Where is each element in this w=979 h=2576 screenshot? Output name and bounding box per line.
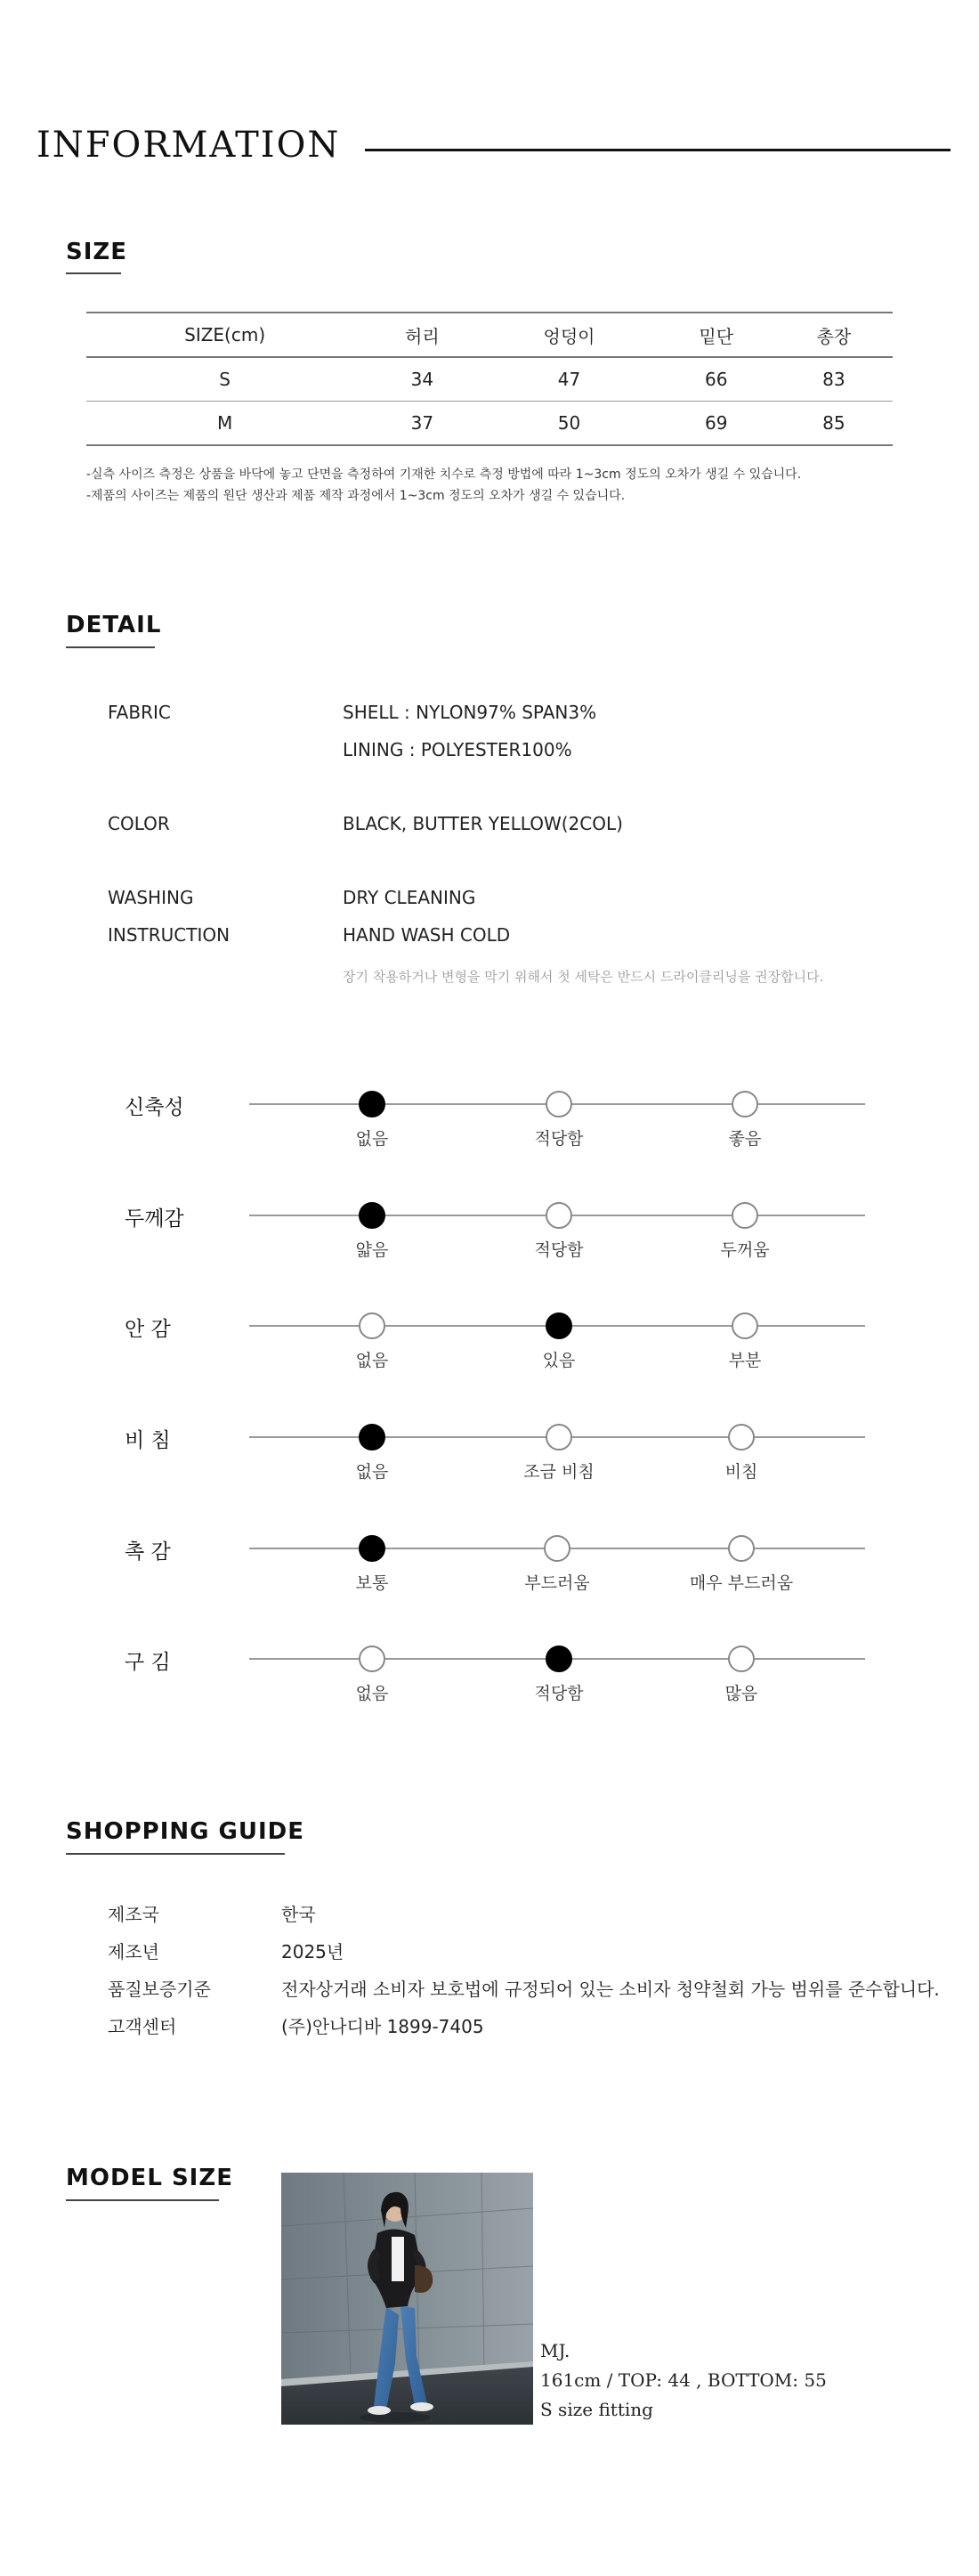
model-size-underline [66,2199,219,2201]
washing-value-dry: DRY CLEANING [343,887,476,908]
scale-option-dot [546,1424,572,1451]
scale-option-label: 많음 [724,1684,758,1703]
scale-label: 신축성 [125,1096,184,1119]
guide-label-year: 제조년 [108,1941,159,1962]
scale-option-label: 적당함 [534,1684,584,1703]
guide-value-year: 2025년 [281,1941,344,1962]
scale-option-label: 없음 [355,1684,389,1703]
scale-option-dot [546,1312,572,1339]
scale-option-dot [359,1424,385,1451]
scale-touch [0,1524,979,1595]
page-title: INFORMATION [36,125,341,166]
size-note-1: -실측 사이즈 측정은 상품을 바닥에 놓고 단면을 측정하여 기재한 치수로 측정 방법에 따라 1~3cm 정도의 오차가 생길 수 있습니다. [86,467,802,482]
scale-label: 구 김 [125,1651,171,1674]
fabric-label: FABRIC [108,702,171,723]
scale-lining [0,1301,979,1372]
scale-wrinkle [0,1634,979,1705]
guide-label-support: 고객센터 [108,2016,177,2037]
size-cell: 69 [705,412,728,434]
size-cell: 34 [410,369,434,390]
scale-stretch [0,1079,979,1150]
scale-option-label: 없음 [355,1351,389,1370]
washing-note: 장기 착용하거나 변형을 막기 위해서 첫 세탁은 반드시 드라이클리닝을 권장합니다. [343,969,824,985]
size-cell: 85 [822,412,846,434]
size-note-2: -제품의 사이즈는 제품의 원단 생산과 제품 제작 과정에서 1~3cm 정도의 오차가 생길 수 있습니다. [86,489,626,503]
fabric-value-shell: SHELL : NYLON97% SPAN3% [343,702,597,723]
size-table-header-row [86,313,893,357]
scale-label: 안 감 [125,1318,171,1341]
scale-sheer [0,1412,979,1483]
washing-value-hand: HAND WASH COLD [343,924,511,946]
size-col-header: 총장 [816,325,852,347]
size-title-underline [66,272,121,274]
size-cell: 66 [705,369,728,390]
guide-value-warranty: 전자상거래 소비자 보호법에 규정되어 있는 소비자 청약철회 가능 범위를 준수합니다. [281,1979,940,2000]
scale-option-dot [359,1091,385,1117]
washing-label: WASHING [108,887,194,908]
scale-option-label: 좋음 [728,1129,762,1149]
scale-option-dot [546,1091,572,1117]
scale-option-label: 얇음 [355,1240,389,1260]
size-cell: M [217,412,233,434]
scale-thickness [0,1190,979,1262]
model-fitting: S size fitting [540,2399,653,2420]
scale-option-label: 비침 [724,1462,758,1482]
scale-option-dot [359,1646,385,1672]
scale-label: 비 침 [125,1429,171,1452]
title-divider [365,149,951,151]
size-cell: 37 [410,412,434,434]
scale-option-dot [732,1091,758,1117]
guide-value-origin: 한국 [281,1904,316,1925]
size-col-header: SIZE(cm) [184,324,266,345]
scale-option-label: 부드러움 [524,1573,590,1593]
scale-option-label: 보통 [355,1573,389,1593]
shopping-guide-title: SHOPPING GUIDE [66,1818,304,1845]
table-row [86,402,893,446]
scale-option-label: 없음 [355,1462,389,1482]
model-name: MJ. [540,2340,570,2361]
size-col-header: 밑단 [699,325,734,347]
model-size-title: MODEL SIZE [66,2165,233,2191]
scale-option-label: 매우 부드러움 [689,1573,794,1593]
scale-option-dot [544,1535,570,1562]
scale-option-dot [359,1535,385,1562]
size-cell: 83 [822,369,846,390]
size-cell: S [219,369,231,390]
scale-option-label: 있음 [542,1351,576,1370]
instruction-label: INSTRUCTION [108,924,231,946]
scale-option-dot [732,1312,758,1339]
shopping-guide-underline [66,1853,285,1855]
scale-option-dot [546,1202,572,1229]
guide-label-warranty: 품질보증기준 [108,1979,211,2000]
color-value: BLACK, BUTTER YELLOW(2COL) [343,813,623,834]
scale-option-label: 두꺼움 [720,1240,770,1260]
scale-option-label: 적당함 [534,1129,584,1149]
scale-option-dot [546,1646,572,1672]
table-row [86,357,893,402]
scale-option-label: 없음 [355,1129,389,1149]
guide-value-support: (주)안나디바 1899-7405 [281,2016,484,2037]
model-measurements: 161cm / TOP: 44 , BOTTOM: 55 [540,2369,827,2391]
scale-option-dot [728,1535,755,1562]
scale-option-label: 적당함 [534,1240,584,1260]
model-photo [281,2173,533,2425]
size-table [86,312,893,446]
scale-option-dot [732,1202,758,1229]
detail-section-title: DETAIL [66,612,162,638]
detail-title-underline [66,646,155,648]
scale-option-label: 부분 [728,1351,762,1370]
size-col-header: 엉덩이 [543,325,595,347]
scale-option-label: 조금 비침 [523,1462,595,1482]
scale-option-dot [359,1202,385,1229]
scale-label: 촉 감 [125,1540,171,1564]
size-cell: 47 [557,369,581,390]
scale-option-dot [359,1312,385,1339]
guide-label-origin: 제조국 [108,1904,159,1925]
scale-option-dot [728,1646,755,1672]
fabric-value-lining: LINING : POLYESTER100% [343,739,572,760]
size-section-title: SIZE [66,239,128,265]
size-col-header: 허리 [405,325,440,347]
scale-label: 두께감 [125,1207,184,1231]
scale-option-dot [728,1424,755,1451]
size-cell: 50 [557,412,581,434]
color-label: COLOR [108,813,170,834]
